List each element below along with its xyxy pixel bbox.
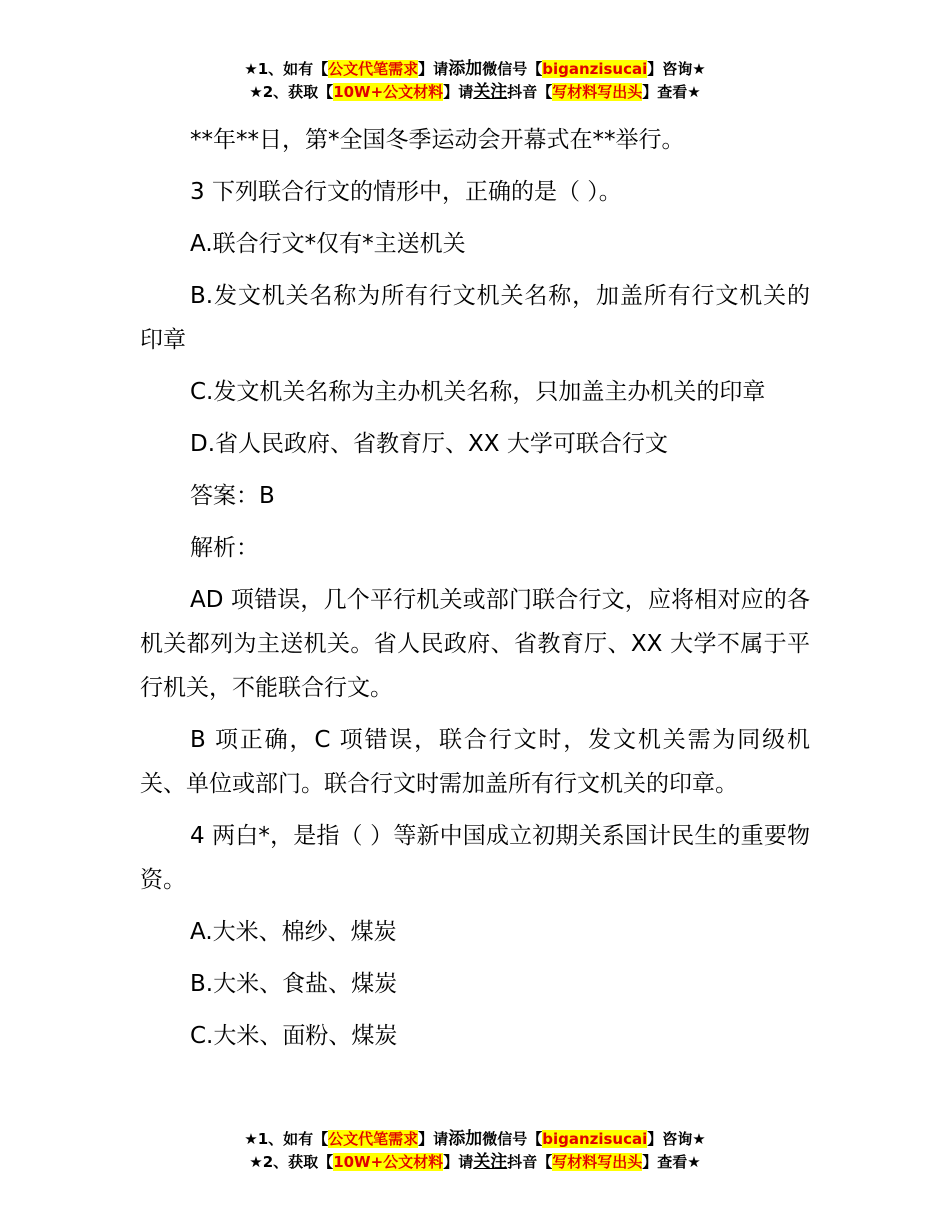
banner-line-1 [0,58,950,81]
banner-text: 】查看★ [642,83,701,101]
question-stem: 4 两白*，是指（ ）等新中国成立初期关系国计民生的重要物资。 [140,823,810,893]
banner-text: 抖音【 [507,1153,553,1171]
option-b: B.大米、食盐、煤炭 [190,971,398,997]
banner-wechat-id: biganzisucai [542,60,648,78]
banner-line-1 [0,1128,950,1151]
document-body [140,118,810,1066]
banner-text: 添加 [448,59,483,79]
answer: 答案：B [190,483,275,509]
option-d: D.省人民政府、省教育厅、XX 大学可联合行文 [190,431,668,457]
footer-banner [0,1128,950,1174]
banner-highlight: 公文代笔需求 [328,1130,419,1148]
banner-highlight: 写材料写出头 [552,1153,643,1171]
banner-highlight: 公文代笔需求 [328,60,419,78]
banner-line-2 [0,1151,950,1174]
banner-text: 】咨询★ [647,60,706,78]
banner-text: 】请 [418,60,449,78]
banner-text: ★2、获取【 [249,83,334,101]
option-c: C.大米、面粉、煤炭 [190,1023,398,1049]
banner-text: 关注 [473,1152,508,1172]
header-banner [0,58,950,104]
analysis-label: 解析： [190,535,259,561]
banner-text: ★1、如有【 [244,1130,329,1148]
banner-text: ★2、获取【 [249,1153,334,1171]
banner-text: 】查看★ [642,1153,701,1171]
banner-text: 】请 [443,1153,474,1171]
banner-text: 】请 [418,1130,449,1148]
option-a: A.联合行文*仅有*主送机关 [190,231,466,257]
option-c: C.发文机关名称为主办机关名称，只加盖主办机关的印章 [190,379,766,405]
banner-text: 关注 [473,82,508,102]
question-stem: 3 下列联合行文的情形中，正确的是（ ）。 [190,179,622,205]
banner-line-2 [0,81,950,104]
banner-text: 添加 [448,1129,483,1149]
banner-text: 抖音【 [507,83,553,101]
analysis-paragraph: AD 项错误，几个平行机关或部门联合行文，应将相对应的各机关都列为主送机关。省人民政府、省教育厅、XX 大学不属于平行机关，不能联合行文。 [140,587,810,701]
option-b: B.发文机关名称为所有行文机关名称，加盖所有行文机关的印章 [140,283,810,353]
option-a: A.大米、棉纱、煤炭 [190,919,397,945]
banner-text: ★1、如有【 [244,60,329,78]
banner-wechat-id: biganzisucai [542,1130,648,1148]
banner-highlight: 10W+公文材料 [333,1153,444,1171]
banner-text: 微信号【 [482,60,543,78]
paragraph: **年**日，第*全国冬季运动会开幕式在**举行。 [190,127,685,153]
banner-highlight: 10W+公文材料 [333,83,444,101]
banner-text: 】请 [443,83,474,101]
banner-highlight: 写材料写出头 [552,83,643,101]
banner-text: 微信号【 [482,1130,543,1148]
banner-text: 】咨询★ [647,1130,706,1148]
analysis-paragraph: B 项正确，C 项错误，联合行文时，发文机关需为同级机关、单位或部门。联合行文时需加盖所有行文机关的印章。 [140,727,810,797]
